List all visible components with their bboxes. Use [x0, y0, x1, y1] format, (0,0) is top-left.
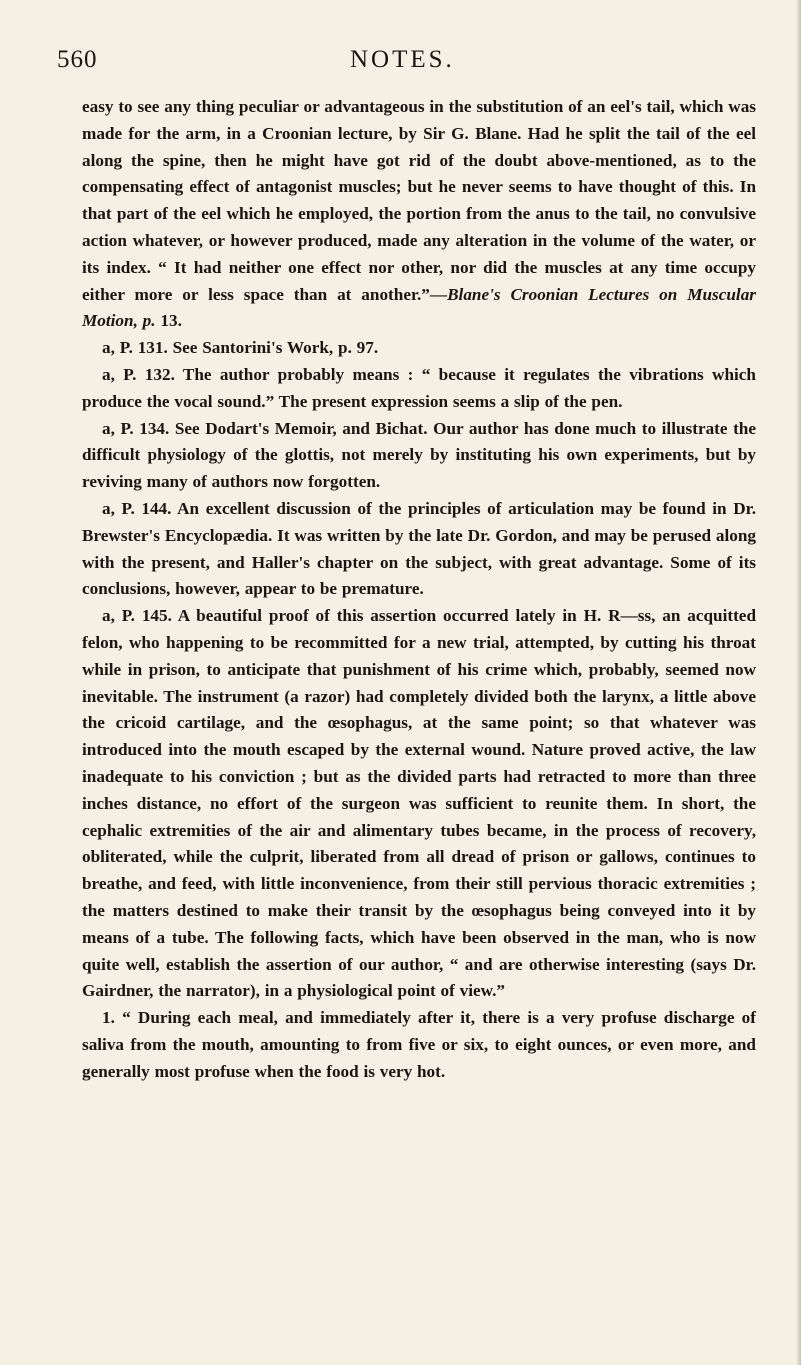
- text-span: easy to see any thing peculiar or advantageous in the substitution of an eel's tail, which was made for the arm, in a Croonian lecture, by Sir G. Blane. Had he split the tail of the eel along the spine, then he might have got rid of the doubt above-mentioned, as to the compensating effect of antagonist muscles; but he never seems to have thought of this. In that part of the eel which he employed, the portion from the anus to the tail, no convulsive action whatever, or however produced, made any alteration in the volume of the water, or its index. “ It had neither one effect nor other, nor did the muscles at any time occupy either more or less space than at another.”—: [82, 97, 756, 304]
- note-paragraph: [82, 496, 756, 603]
- continued-paragraph: [82, 94, 756, 335]
- text-span: a, P. 144. An excellent discussion of the principles of articulation may be found in Dr. Brewster's Encyclopædia. It was written by the late Dr. Gordon, and may be perused along with the present, and Haller's chapter on the subject, with great advantage. Some of its conclusions, however, appear to be premature.: [82, 498, 756, 599]
- note-paragraph: [82, 362, 756, 416]
- text-span: a, P. 132. The author probably means : “ because it regulates the vibrations which produce the vocal sound.” The present expression seems a slip of the pen.: [82, 364, 756, 411]
- note-paragraph: [82, 603, 756, 1005]
- scan-edge-shadow: [796, 0, 801, 1365]
- text-span: 1. “ During each meal, and immediately after it, there is a very profuse discharge of saliva from the mouth, amounting to from five or six, to eight ounces, or even more, and generally most profuse when the food is very hot.: [82, 1008, 756, 1081]
- text-span: a, P. 145. A beautiful proof of this assertion occurred lately in H. R—ss, an acquitted felon, who happening to be recommitted for a new trial, attempted, by cutting his throat while in prison, to anticipate that punishment of his crime which, probably, seemed now inevitable. The instrument (a razor) had completely divided both the larynx, a little above the cricoid cartilage, and the œsophagus, at the same point; so that whatever was introduced into the mouth escaped by the external wound. Nature proved active, the law inadequate to his conviction ; but as the divided parts had retracted to more than three inches distance, no effort of the surgeon was sufficient to reunite them. In short, the cephalic extremities of the air and alimentary tubes became, in the process of recovery, obliterated, while the culprit, liberated from all dread of prison or gallows, continues to breathe, and feed, with little inconvenience, from their still pervious thoracic extremities ; the matters destined to make their transit by the œsophagus being conveyed into it by means of a tube. The following facts, which have been observed in the man, who is now quite well, establish the assertion of our author, “ and are otherwise interesting (says Dr. Gairdner, the narrator), in a physiological point of view.”: [82, 606, 756, 1001]
- running-head: NOTES.: [350, 46, 455, 73]
- citation-italic: Blane's Croonian Lectures on Muscular Motion, p.: [82, 284, 756, 331]
- text-span: 13.: [155, 311, 182, 331]
- note-paragraph: [82, 416, 756, 496]
- note-paragraph: [82, 335, 756, 362]
- page-number: 560: [57, 46, 98, 73]
- page-header: [0, 46, 801, 76]
- body-text: [82, 94, 756, 1085]
- text-span: a, P. 134. See Dodart's Memoir, and Bichat. Our author has done much to illustrate the difficult physiology of the glottis, not merely by instituting his own experiments, but by reviving many of authors now forgotten.: [82, 418, 756, 492]
- text-span: a, P. 131. See Santorini's Work, p. 97.: [102, 338, 379, 358]
- note-paragraph: [82, 1005, 756, 1085]
